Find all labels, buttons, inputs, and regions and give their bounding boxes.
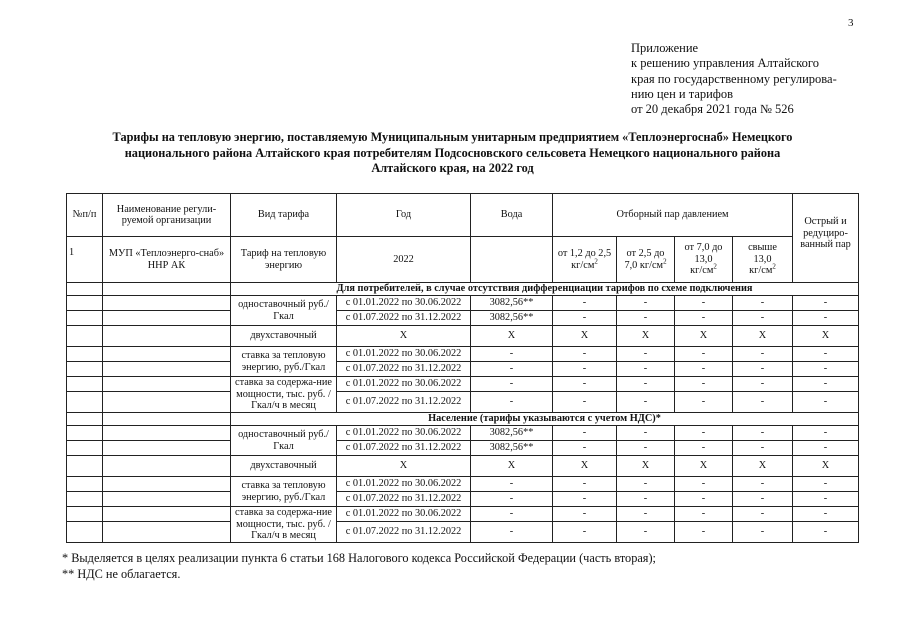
x-cell: Х	[617, 456, 675, 477]
period-cell: с 01.07.2022 по 31.12.2022	[337, 441, 471, 456]
dash-cell: -	[733, 392, 793, 413]
appendix-line: нию цен и тарифов	[631, 86, 734, 101]
dash-cell: -	[733, 477, 793, 492]
x-cell: Х	[675, 326, 733, 347]
section-title: Население (тарифы указываются с учетом НДС)*	[231, 413, 859, 426]
header-pressure-2: от 2,5 до 7,0 $кг/см^2$	[617, 237, 675, 283]
dash-cell: -	[733, 426, 793, 441]
footnote-vat: * Выделяется в целях реализации пункта 6 статьи 168 Налогового кодекса Российской Федерации (часть вторая);	[62, 551, 656, 565]
footnote-no-vat: ** НДС не облагается.	[62, 567, 181, 581]
water-value: 3082,56**	[471, 296, 553, 311]
period-cell: с 01.07.2022 по 31.12.2022	[337, 362, 471, 377]
tariff-table	[66, 193, 859, 543]
two-rate-label: двухставочный	[231, 456, 337, 477]
dash-cell: -	[553, 392, 617, 413]
empty-cell	[103, 441, 231, 456]
x-cell: Х	[553, 326, 617, 347]
empty-cell	[67, 456, 103, 477]
appendix-line: Приложение	[631, 41, 699, 55]
dash-cell: -	[553, 296, 617, 311]
period-cell: с 01.07.2022 по 31.12.2022	[337, 311, 471, 326]
empty-cell	[103, 283, 231, 296]
dash-cell: -	[617, 311, 675, 326]
dash-cell: -	[675, 392, 733, 413]
dash-cell: -	[733, 441, 793, 456]
document-title	[80, 130, 825, 177]
dash-cell: -	[675, 522, 733, 543]
water-empty	[471, 237, 553, 283]
dash-cell: -	[733, 522, 793, 543]
empty-cell	[67, 296, 103, 311]
dash-cell: -	[733, 377, 793, 392]
dash-cell: -	[553, 441, 617, 456]
empty-cell	[67, 492, 103, 507]
x-cell: Х	[733, 326, 793, 347]
dash-cell: -	[675, 296, 733, 311]
dash-cell: -	[793, 377, 859, 392]
dash-cell: -	[553, 347, 617, 362]
dash-cell: -	[675, 441, 733, 456]
empty-cell	[103, 296, 231, 311]
dash-cell: -	[617, 507, 675, 522]
period-cell: с 01.07.2022 по 31.12.2022	[337, 492, 471, 507]
empty-cell	[67, 413, 103, 426]
dash-cell: -	[617, 477, 675, 492]
empty-cell	[103, 347, 231, 362]
empty-cell	[67, 507, 103, 522]
empty-cell	[103, 362, 231, 377]
dash-cell: -	[793, 311, 859, 326]
empty-cell	[103, 392, 231, 413]
water-value: 3082,56**	[471, 441, 553, 456]
dash-cell: -	[471, 477, 553, 492]
org-name: МУП «Теплоэнерго-снаб» ННР АК	[103, 237, 231, 283]
dash-cell: -	[617, 522, 675, 543]
x-cell: Х	[793, 326, 859, 347]
single-rate-label: одноставочный руб./Гкал	[231, 426, 337, 456]
dash-cell: -	[793, 426, 859, 441]
x-cell: Х	[617, 326, 675, 347]
dash-cell: -	[733, 362, 793, 377]
empty-cell	[67, 392, 103, 413]
dash-cell: -	[733, 311, 793, 326]
tariff-type: Тариф на тепловую энергию	[231, 237, 337, 283]
section-title: Для потребителей, в случае отсутствия дифференциации тарифов по схеме подключения	[231, 283, 859, 296]
header-pressure-1: от 1,2 до 2,5 $кг/см^2$	[553, 237, 617, 283]
dash-cell: -	[793, 477, 859, 492]
capacity-rate-label: ставка за содержа-ние мощности, тыс. руб. /Гкал/ч в месяц	[231, 377, 337, 413]
dash-cell: -	[675, 477, 733, 492]
two-rate-label: двухставочный	[231, 326, 337, 347]
header-year: Год	[337, 194, 471, 237]
dash-cell: -	[471, 507, 553, 522]
empty-cell	[103, 413, 231, 426]
dash-cell: -	[793, 392, 859, 413]
dash-cell: -	[733, 492, 793, 507]
dash-cell: -	[675, 426, 733, 441]
dash-cell: -	[617, 377, 675, 392]
page-number: 3	[848, 17, 854, 29]
dash-cell: -	[617, 392, 675, 413]
dash-cell: -	[471, 522, 553, 543]
dash-cell: -	[553, 507, 617, 522]
empty-cell	[67, 362, 103, 377]
x-cell: Х	[471, 326, 553, 347]
empty-cell	[103, 426, 231, 441]
dash-cell: -	[553, 426, 617, 441]
empty-cell	[67, 283, 103, 296]
x-cell: Х	[471, 456, 553, 477]
empty-cell	[67, 522, 103, 543]
dash-cell: -	[675, 347, 733, 362]
dash-cell: -	[553, 522, 617, 543]
footnotes	[62, 550, 656, 582]
x-cell: Х	[793, 456, 859, 477]
header-pressure-3: от 7,0 до 13,0 $кг/см^2$	[675, 237, 733, 283]
empty-cell	[67, 347, 103, 362]
empty-cell	[67, 311, 103, 326]
period-cell: с 01.01.2022 по 30.06.2022	[337, 296, 471, 311]
appendix-line: от 20 декабря 2021 года № 526	[631, 102, 794, 117]
dash-cell: -	[617, 441, 675, 456]
appendix-line: к решению управления Алтайского	[631, 56, 819, 71]
empty-cell	[103, 311, 231, 326]
dash-cell: -	[793, 507, 859, 522]
empty-cell	[67, 477, 103, 492]
period-cell: с 01.01.2022 по 30.06.2022	[337, 377, 471, 392]
dash-cell: -	[471, 377, 553, 392]
dash-cell: -	[617, 492, 675, 507]
title-line: Алтайского края, на 2022 год	[371, 161, 534, 175]
dash-cell: -	[471, 492, 553, 507]
dash-cell: -	[471, 362, 553, 377]
dash-cell: -	[733, 347, 793, 362]
dash-cell: -	[675, 311, 733, 326]
header-type: Вид тарифа	[231, 194, 337, 237]
dash-cell: -	[617, 347, 675, 362]
water-value: 3082,56**	[471, 311, 553, 326]
dash-cell: -	[793, 296, 859, 311]
dash-cell: -	[793, 441, 859, 456]
header-pressure-4: свыше 13,0 $кг/см^2$	[733, 237, 793, 283]
capacity-rate-label: ставка за содержа-ние мощности, тыс. руб. /Гкал/ч в месяц	[231, 507, 337, 543]
header-num: №п/п	[67, 194, 103, 237]
dash-cell: -	[793, 492, 859, 507]
period-cell: с 01.07.2022 по 31.12.2022	[337, 392, 471, 413]
header-water: Вода	[471, 194, 553, 237]
period-cell: с 01.01.2022 по 30.06.2022	[337, 477, 471, 492]
heat-rate-label: ставка за тепловую энергию, руб./Гкал	[231, 347, 337, 377]
x-cell: Х	[337, 326, 471, 347]
x-cell: Х	[733, 456, 793, 477]
dash-cell: -	[675, 507, 733, 522]
appendix-block	[631, 41, 881, 117]
dash-cell: -	[793, 522, 859, 543]
dash-cell: -	[675, 492, 733, 507]
title-line: Тарифы на тепловую энергию, поставляемую Муниципальным унитарным предприятием «Теплоэнергоснаб» Немецкого	[112, 130, 793, 144]
header-steam: Отборный пар давлением	[553, 194, 793, 237]
dash-cell: -	[553, 362, 617, 377]
dash-cell: -	[793, 347, 859, 362]
dash-cell: -	[553, 492, 617, 507]
dash-cell: -	[617, 296, 675, 311]
appendix-line: края по государственному регулирова-	[631, 71, 837, 86]
empty-cell	[103, 326, 231, 347]
x-cell: Х	[675, 456, 733, 477]
period-cell: с 01.01.2022 по 30.06.2022	[337, 426, 471, 441]
dash-cell: -	[617, 362, 675, 377]
title-line: национального района Алтайского края потребителям Подсосновского сельсовета Немецкого национального района	[124, 145, 781, 160]
empty-cell	[67, 441, 103, 456]
water-value: 3082,56**	[471, 426, 553, 441]
dash-cell: -	[617, 426, 675, 441]
dash-cell: -	[553, 377, 617, 392]
dash-cell: -	[733, 507, 793, 522]
dash-cell: -	[553, 477, 617, 492]
period-cell: с 01.01.2022 по 30.06.2022	[337, 347, 471, 362]
row-number: 1	[67, 237, 103, 283]
empty-cell	[103, 456, 231, 477]
single-rate-label: одноставочный руб./Гкал	[231, 296, 337, 326]
period-cell: с 01.01.2022 по 30.06.2022	[337, 507, 471, 522]
x-cell: Х	[553, 456, 617, 477]
period-cell: с 01.07.2022 по 31.12.2022	[337, 522, 471, 543]
dash-cell: -	[675, 362, 733, 377]
dash-cell: -	[733, 296, 793, 311]
empty-cell	[103, 507, 231, 522]
dash-cell: -	[471, 392, 553, 413]
dash-cell: -	[471, 347, 553, 362]
header-sharp-steam: Острый и редуциро-ванный пар	[793, 194, 859, 283]
empty-cell	[103, 377, 231, 392]
empty-cell	[67, 377, 103, 392]
empty-cell	[67, 426, 103, 441]
dash-cell: -	[675, 377, 733, 392]
x-cell: Х	[337, 456, 471, 477]
empty-cell	[103, 477, 231, 492]
dash-cell: -	[793, 362, 859, 377]
tariff-year: 2022	[337, 237, 471, 283]
dash-cell: -	[553, 311, 617, 326]
empty-cell	[67, 326, 103, 347]
empty-cell	[103, 492, 231, 507]
heat-rate-label: ставка за тепловую энергию, руб./Гкал	[231, 477, 337, 507]
header-org: Наименование регули-руемой организации	[103, 194, 231, 237]
empty-cell	[103, 522, 231, 543]
